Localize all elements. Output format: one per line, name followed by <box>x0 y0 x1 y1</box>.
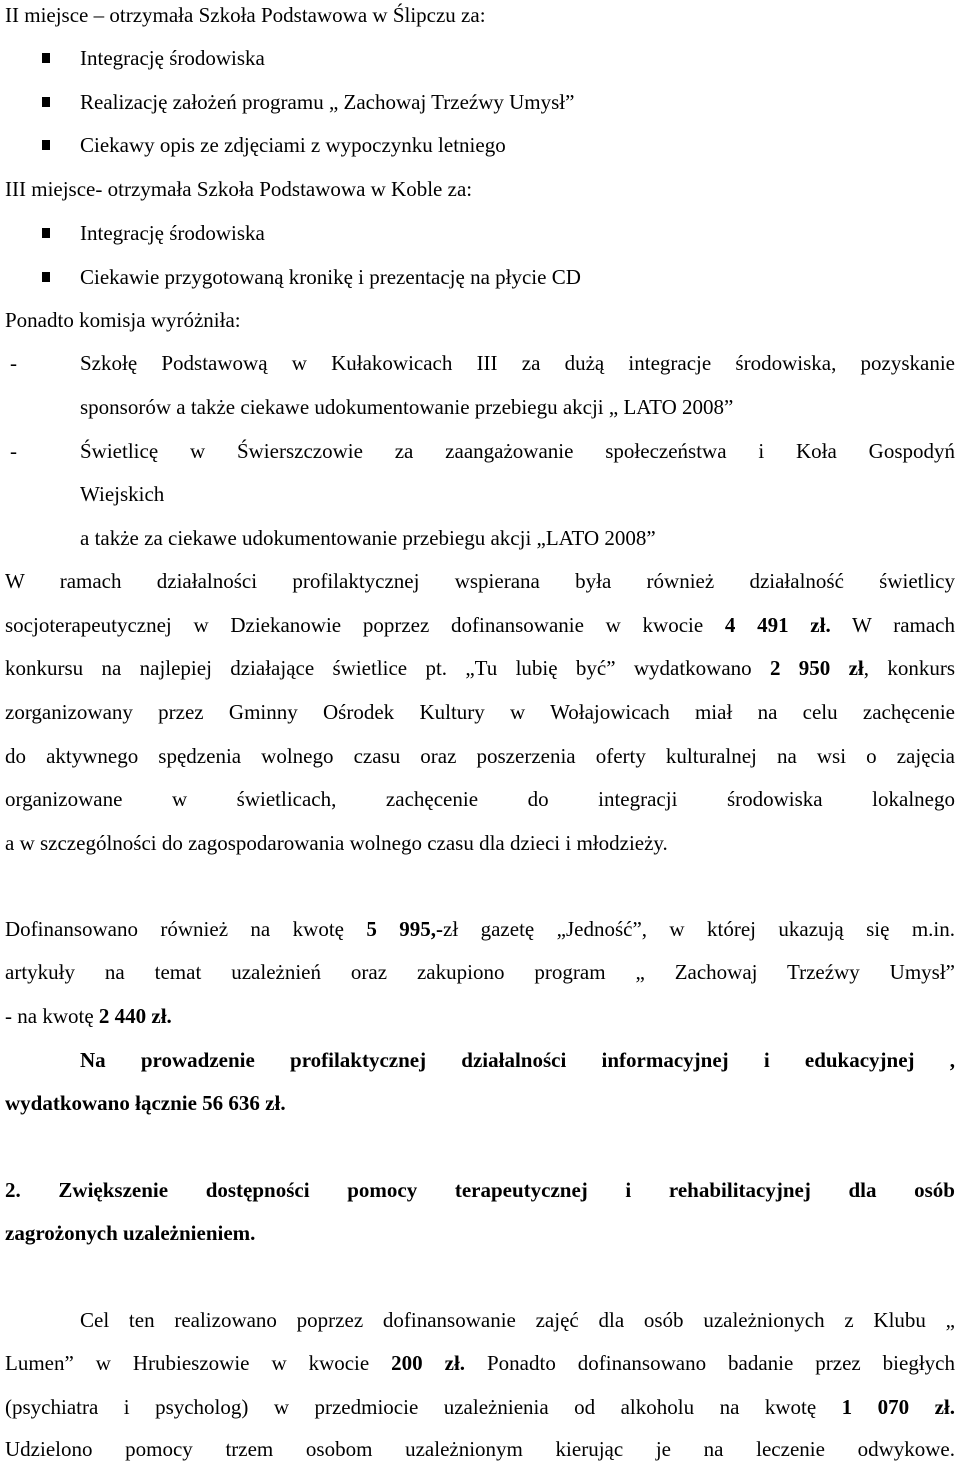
bullet-square-icon <box>42 140 50 150</box>
list-item: Integrację środowiska <box>80 221 265 245</box>
para2-line: artykuły na temat uzależnień oraz zakupiono program „ Zachowaj Trzeźwy Umysł” <box>5 960 955 984</box>
distinction-2-line-2: Wiejskich <box>80 482 165 506</box>
bullet-square-icon <box>42 228 50 238</box>
section-2-title: zagrożonych uzależnieniem. <box>5 1221 256 1245</box>
para1-line: konkursu na najlepiej działające świetlice pt. „Tu lubię być” wydatkowano 2 950 zł, konkurs <box>5 656 955 680</box>
distinction-2-line-1: Świetlicę w Świerszczowie za zaangażowanie społeczeństwa i Koła Gospodyń <box>80 439 955 463</box>
para3-line: Udzielono pomocy trzem osobom uzależnionym kierując je na leczenie odwykowe. <box>5 1437 955 1461</box>
distinctions-heading: Ponadto komisja wyróżniła: <box>5 308 241 332</box>
para1-line: do aktywnego spędzenia wolnego czasu oraz poszerzenia oferty kulturalnej na wsi o zajęcia <box>5 744 955 768</box>
section-2-title: 2. Zwiększenie dostępności pomocy terapeutycznej i rehabilitacyjnej dla osób <box>5 1178 955 1202</box>
para1-line: zorganizowany przez Gminny Ośrodek Kultury w Wołajowicach miał na celu zachęcenie <box>5 700 955 724</box>
section-ii-heading: II miejsce – otrzymała Szkoła Podstawowa w Ślipczu za: <box>5 3 486 27</box>
list-item: Integrację środowiska <box>80 46 265 70</box>
summary-line: wydatkowano łącznie 56 636 zł. <box>5 1091 286 1115</box>
section-iii-heading: III miejsce- otrzymała Szkoła Podstawowa w Koble za: <box>5 177 473 201</box>
para3-line: Lumen” w Hrubieszowie w kwocie 200 zł. Ponadto dofinansowano badanie przez biegłych <box>5 1351 955 1375</box>
dash-bullet: - <box>10 351 17 375</box>
summary-line: Na prowadzenie profilaktycznej działalności informacyjnej i edukacyjnej , <box>80 1048 955 1072</box>
para3-line: (psychiatra i psycholog) w przedmiocie uzależnienia od alkoholu na kwotę 1 070 zł. <box>5 1395 955 1419</box>
list-item: Ciekawie przygotowaną kronikę i prezentację na płycie CD <box>80 265 581 289</box>
para2-line: - na kwotę 2 440 zł. <box>5 1004 172 1028</box>
para3-line: Cel ten realizowano poprzez dofinansowanie zajęć dla osób uzależnionych z Klubu „ <box>80 1308 955 1332</box>
bullet-square-icon <box>42 53 50 63</box>
bullet-square-icon <box>42 97 50 107</box>
bullet-square-icon <box>42 272 50 282</box>
dash-bullet: - <box>10 439 17 463</box>
list-item: Ciekawy opis ze zdjęciami z wypoczynku letniego <box>80 133 506 157</box>
para1-line: organizowane w świetlicach, zachęcenie do integracji środowiska lokalnego <box>5 787 955 811</box>
distinction-1-line-2: sponsorów a także ciekawe udokumentowanie przebiegu akcji „ LATO 2008” <box>80 395 734 419</box>
para1-line: socjoterapeutycznej w Dziekanowie poprzez dofinansowanie w kwocie 4 491 zł. W ramach <box>5 613 955 637</box>
para2-line: Dofinansowano również na kwotę 5 995,-zł gazetę „Jedność”, w której ukazują się m.in. <box>5 917 955 941</box>
distinction-1-line-1: Szkołę Podstawową w Kułakowicach III za dużą integracje środowiska, pozyskanie <box>80 351 955 375</box>
para1-line: a w szczególności do zagospodarowania wolnego czasu dla dzieci i młodzieży. <box>5 831 668 855</box>
distinction-2-line-3: a także za ciekawe udokumentowanie przebiegu akcji „LATO 2008” <box>80 526 656 550</box>
list-item: Realizację założeń programu „ Zachowaj Trzeźwy Umysł” <box>80 90 575 114</box>
para1-line: W ramach działalności profilaktycznej wspierana była również działalność świetlicy <box>5 569 955 593</box>
